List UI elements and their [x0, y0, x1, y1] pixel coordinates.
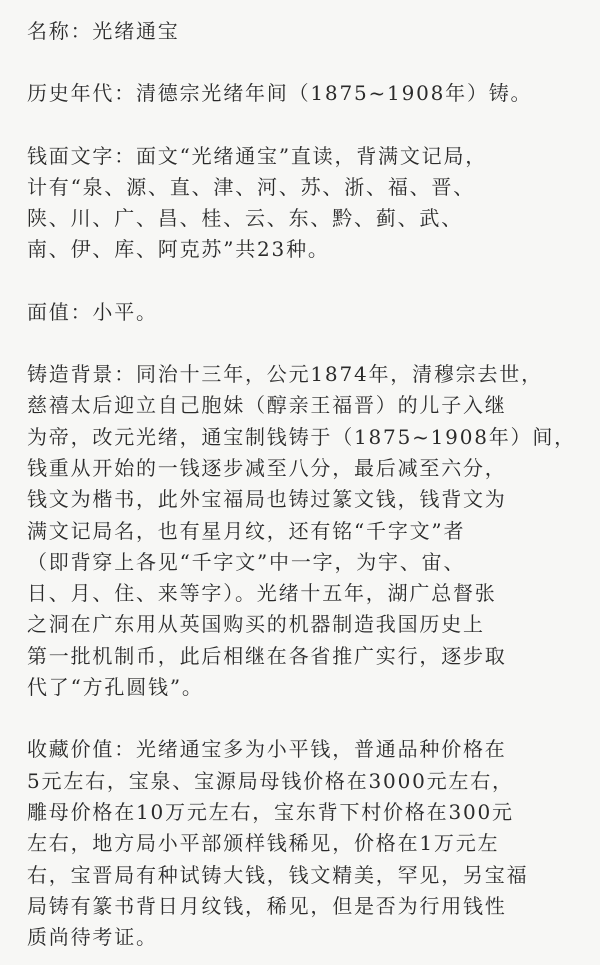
paragraph-gap — [27, 328, 582, 359]
inscription-line: 钱面文字：面文“光绪通宝”直读，背满文记局， — [27, 143, 488, 168]
background-line: （即背穿上各见“千字文”中一字，为宇、宙、 — [27, 549, 466, 574]
era-line: 历史年代：清德宗光绪年间（1875~1908年）铸。 — [27, 81, 533, 106]
paragraph-gap — [27, 110, 582, 141]
value-line: 左右，地方局小平部颁样钱稀见，价格在1万元左 — [27, 831, 500, 856]
inscription-paragraph — [27, 141, 582, 266]
value-line: 右，宝晋局有种试铸大钱，钱文精美，罕见，另宝福 — [27, 862, 529, 887]
background-line: 代了“方孔圆钱”。 — [27, 675, 204, 700]
background-line: 慈禧太后迎立自己胞妹（醇亲王福晋）的儿子入继 — [27, 393, 507, 418]
background-line: 钱文为楷书，此外宝福局也铸过篆文钱，钱背文为 — [27, 487, 507, 512]
inscription-line: 南、伊、库、阿克苏”共23种。 — [27, 237, 330, 262]
value-line: 质尚待考证。 — [27, 925, 158, 950]
background-line: 第一批机制币，此后相继在各省推广实行，逐步取 — [27, 643, 507, 668]
value-paragraph — [27, 734, 582, 953]
background-line: 钱重从开始的一钱逐步减至八分，最后减至六分， — [27, 455, 507, 480]
background-line: 日、月、住、来等字）。光绪十五年，湖广总督张 — [27, 581, 497, 606]
value-line: 收藏价值：光绪通宝多为小平钱，普通品种价格在 — [27, 737, 507, 762]
denomination-line: 面值：小平。 — [27, 299, 158, 324]
value-line: 5元左右，宝泉、宝源局母钱价格在3000元左右， — [27, 768, 514, 793]
inscription-line: 计有“泉、源、直、津、河、苏、浙、福、晋、 — [27, 174, 476, 199]
paragraph-gap — [27, 703, 582, 734]
value-line: 局铸有篆书背日月纹钱，稀见，但是否为行用钱性 — [27, 893, 507, 918]
paragraph-gap — [27, 47, 582, 78]
background-line: 为帝，改元光绪，通宝制钱铸于（1875~1908年）间， — [27, 424, 576, 449]
denomination-paragraph — [27, 297, 582, 328]
background-paragraph — [27, 359, 582, 703]
era-paragraph — [27, 78, 582, 109]
background-line: 之洞在广东用从英国购买的机器制造我国历史上 — [27, 612, 485, 637]
background-line: 铸造背景：同治十三年，公元1874年，清穆宗去世， — [27, 362, 543, 387]
value-line: 雕母价格在10万元左右，宝东背下村价格在300元 — [27, 799, 514, 824]
background-line: 满文记局名，也有星月纹，还有铭“千字文”者 — [27, 518, 466, 543]
name-paragraph — [27, 16, 582, 47]
paragraph-gap — [27, 266, 582, 297]
inscription-line: 陕、川、广、昌、桂、云、东、黔、蓟、武、 — [27, 206, 463, 231]
name-line: 名称：光绪通宝 — [27, 19, 180, 43]
